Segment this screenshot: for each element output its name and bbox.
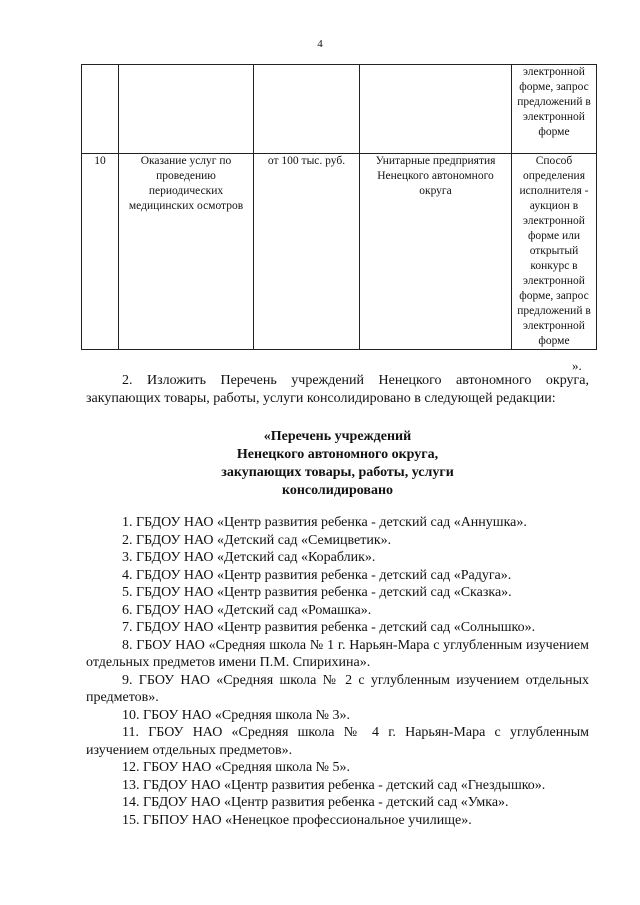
table-cell-number	[82, 65, 119, 154]
table-cell-organization: Унитарные предприятия Ненецкого автономного округа	[360, 154, 512, 350]
procurement-table	[81, 64, 597, 350]
list-item: 8. ГБОУ НАО «Средняя школа № 1 г. Нарьян-Мара с углубленным изучением отдельных предметов имени П.М. Спирихина».	[86, 637, 589, 670]
table-cell-amount: от 100 тыс. руб.	[254, 154, 360, 350]
table-cell-number: 10	[82, 154, 119, 350]
heading-line: «Перечень учреждений	[263, 429, 412, 444]
table-cell-service	[119, 65, 254, 154]
list-item: 4. ГБДОУ НАО «Центр развития ребенка - детский сад «Радуга».	[122, 567, 512, 583]
table-row	[82, 154, 597, 350]
institution-list	[86, 514, 589, 829]
heading-line: консолидировано	[281, 483, 394, 498]
list-item: 6. ГБДОУ НАО «Детский сад «Ромашка».	[122, 602, 372, 618]
table-row	[82, 65, 597, 154]
list-item: 3. ГБДОУ НАО «Детский сад «Кораблик».	[122, 550, 376, 565]
page-number: 4	[317, 38, 323, 50]
list-item: 13. ГБДОУ НАО «Центр развития ребенка - детский сад «Гнездышко».	[122, 777, 546, 793]
list-item: 5. ГБДОУ НАО «Центр развития ребенка - детский сад «Сказка».	[122, 585, 512, 600]
list-item: 9. ГБОУ НАО «Средняя школа № 2 с углубленным изучением отдельных предметов».	[86, 672, 589, 705]
heading-line: закупающих товары, работы, услуги	[221, 465, 454, 480]
list-item: 2. ГБДОУ НАО «Детский сад «Семицветик».	[122, 532, 392, 548]
list-item: 1. ГБДОУ НАО «Центр развития ребенка - детский сад «Аннушка».	[122, 515, 527, 530]
list-item: 15. ГБПОУ НАО «Ненецкое профессиональное училище».	[122, 812, 472, 828]
list-item: 10. ГБОУ НАО «Средняя школа № 3».	[122, 707, 351, 723]
table-cell-method: Способ определения исполнителя - аукцион в электронной форме или открытый конкурс в электронной форме, запрос предложений в электронной форме	[512, 154, 597, 350]
amendment-paragraph: 2. Изложить Перечень учреждений Ненецкого автономного округа, закупающих товары, работы, услуги консолидировано в следующей редакции:	[86, 373, 589, 406]
list-item: 7. ГБДОУ НАО «Центр развития ребенка - детский сад «Солнышко».	[122, 620, 536, 635]
list-heading	[86, 428, 589, 500]
list-item: 11. ГБОУ НАО «Средняя школа № 4 г. Нарьян-Мара с углубленным изучением отдельных предметов».	[86, 725, 589, 758]
list-item: 14. ГБДОУ НАО «Центр развития ребенка - детский сад «Умка».	[122, 795, 509, 810]
closing-quote: ».	[572, 358, 582, 373]
table-cell-organization	[360, 65, 512, 154]
table-cell-service: Оказание услуг по проведению периодических медицинских осмотров	[119, 154, 254, 350]
list-item: 12. ГБОУ НАО «Средняя школа № 5».	[122, 760, 351, 775]
heading-line: Ненецкого автономного округа,	[236, 447, 439, 462]
table-cell-method: электронной форме, запрос предложений в электронной форме	[512, 65, 597, 154]
table-cell-amount	[254, 65, 360, 154]
